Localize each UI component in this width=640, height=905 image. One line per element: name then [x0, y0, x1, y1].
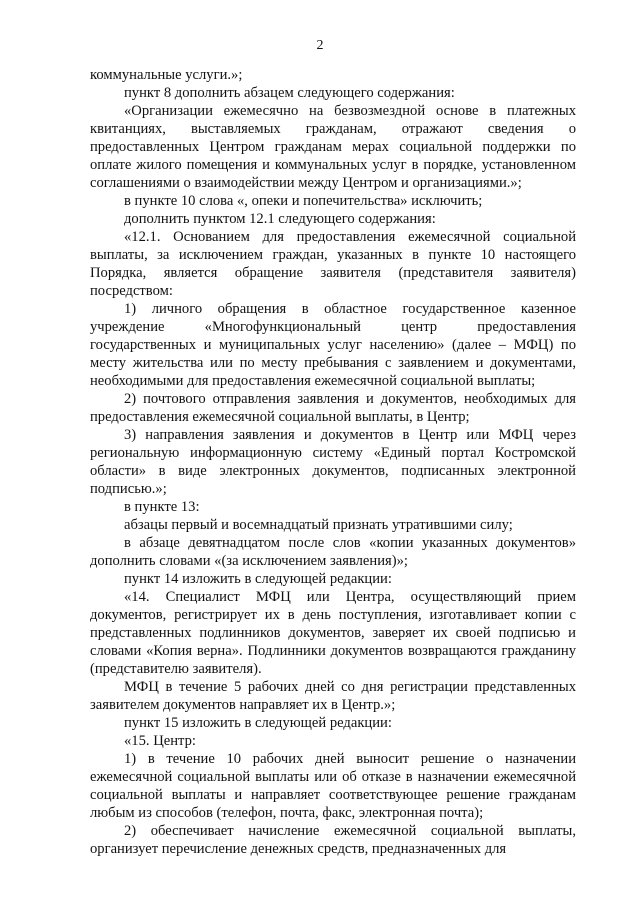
- document-body: [90, 66, 576, 858]
- paragraph: абзацы первый и восемнадцатый признать утратившими силу;: [124, 517, 513, 533]
- paragraph: пункт 15 изложить в следующей редакции:: [124, 715, 392, 731]
- paragraph: коммунальные услуги.»;: [90, 67, 243, 83]
- paragraph: «14. Специалист МФЦ или Центра, осуществляющий прием документов, регистрирует их в день поступления, изготавливает копии с представленных подлинников документов, заверяет их своей подписью и словами «Копия верна». Подлинники документов возвращаются гражданину (представителю заявителя).: [90, 589, 576, 677]
- paragraph: в пункте 10 слова «, опеки и попечительства» исключить;: [124, 193, 483, 209]
- paragraph: 2) обеспечивает начисление ежемесячной социальной выплаты, организует перечисление денежных средств, предназначенных для: [90, 823, 576, 857]
- paragraph: в пункте 13:: [124, 499, 200, 515]
- paragraph: пункт 8 дополнить абзацем следующего содержания:: [124, 85, 455, 101]
- paragraph: МФЦ в течение 5 рабочих дней со дня регистрации представленных заявителем документов направляет их в Центр.»;: [90, 679, 576, 713]
- paragraph: 2) почтового отправления заявления и документов, необходимых для предоставления ежемесячной социальной выплаты, в Центр;: [90, 391, 576, 425]
- paragraph: в абзаце девятнадцатом после слов «копии указанных документов» дополнить словами «(за исключением заявления)»;: [90, 535, 576, 569]
- paragraph: «12.1. Основанием для предоставления ежемесячной социальной выплаты, за исключением граждан, указанных в пункте 10 настоящего Порядка, является обращение заявителя (представителя заявителя) посредством:: [90, 229, 576, 299]
- paragraph: дополнить пунктом 12.1 следующего содержания:: [124, 211, 436, 227]
- paragraph: 3) направления заявления и документов в Центр или МФЦ через региональную информационную систему «Единый портал Костромской области» в виде электронных документов, подписанных электронной подписью.»;: [90, 427, 576, 497]
- paragraph: 1) личного обращения в областное государственное казенное учреждение «Многофункциональный центр предоставления государственных и муниципальных услуг населению» (далее – МФЦ) по месту жительства или по месту пребывания с заявлением и документами, необходимыми для предоставления ежемесячной социальной выплаты;: [90, 301, 576, 389]
- paragraph: пункт 14 изложить в следующей редакции:: [124, 571, 392, 587]
- page-number: 2: [316, 38, 324, 53]
- paragraph: 1) в течение 10 рабочих дней выносит решение о назначении ежемесячной социальной выплаты или об отказе в назначении ежемесячной социальной выплаты и направляет соответствующее решение гражданам любым из способов (телефон, почта, факс, электронная почта);: [90, 751, 576, 821]
- paragraph: «15. Центр:: [124, 733, 196, 749]
- paragraph: «Организации ежемесячно на безвозмездной основе в платежных квитанциях, выставляемых гражданам, отражают сведения о предоставленных Центром гражданам мерах социальной поддержки по оплате жилого помещения и коммунальных услуг в порядке, установленном соглашениями о взаимодействии между Центром и организациями.»;: [90, 103, 576, 191]
